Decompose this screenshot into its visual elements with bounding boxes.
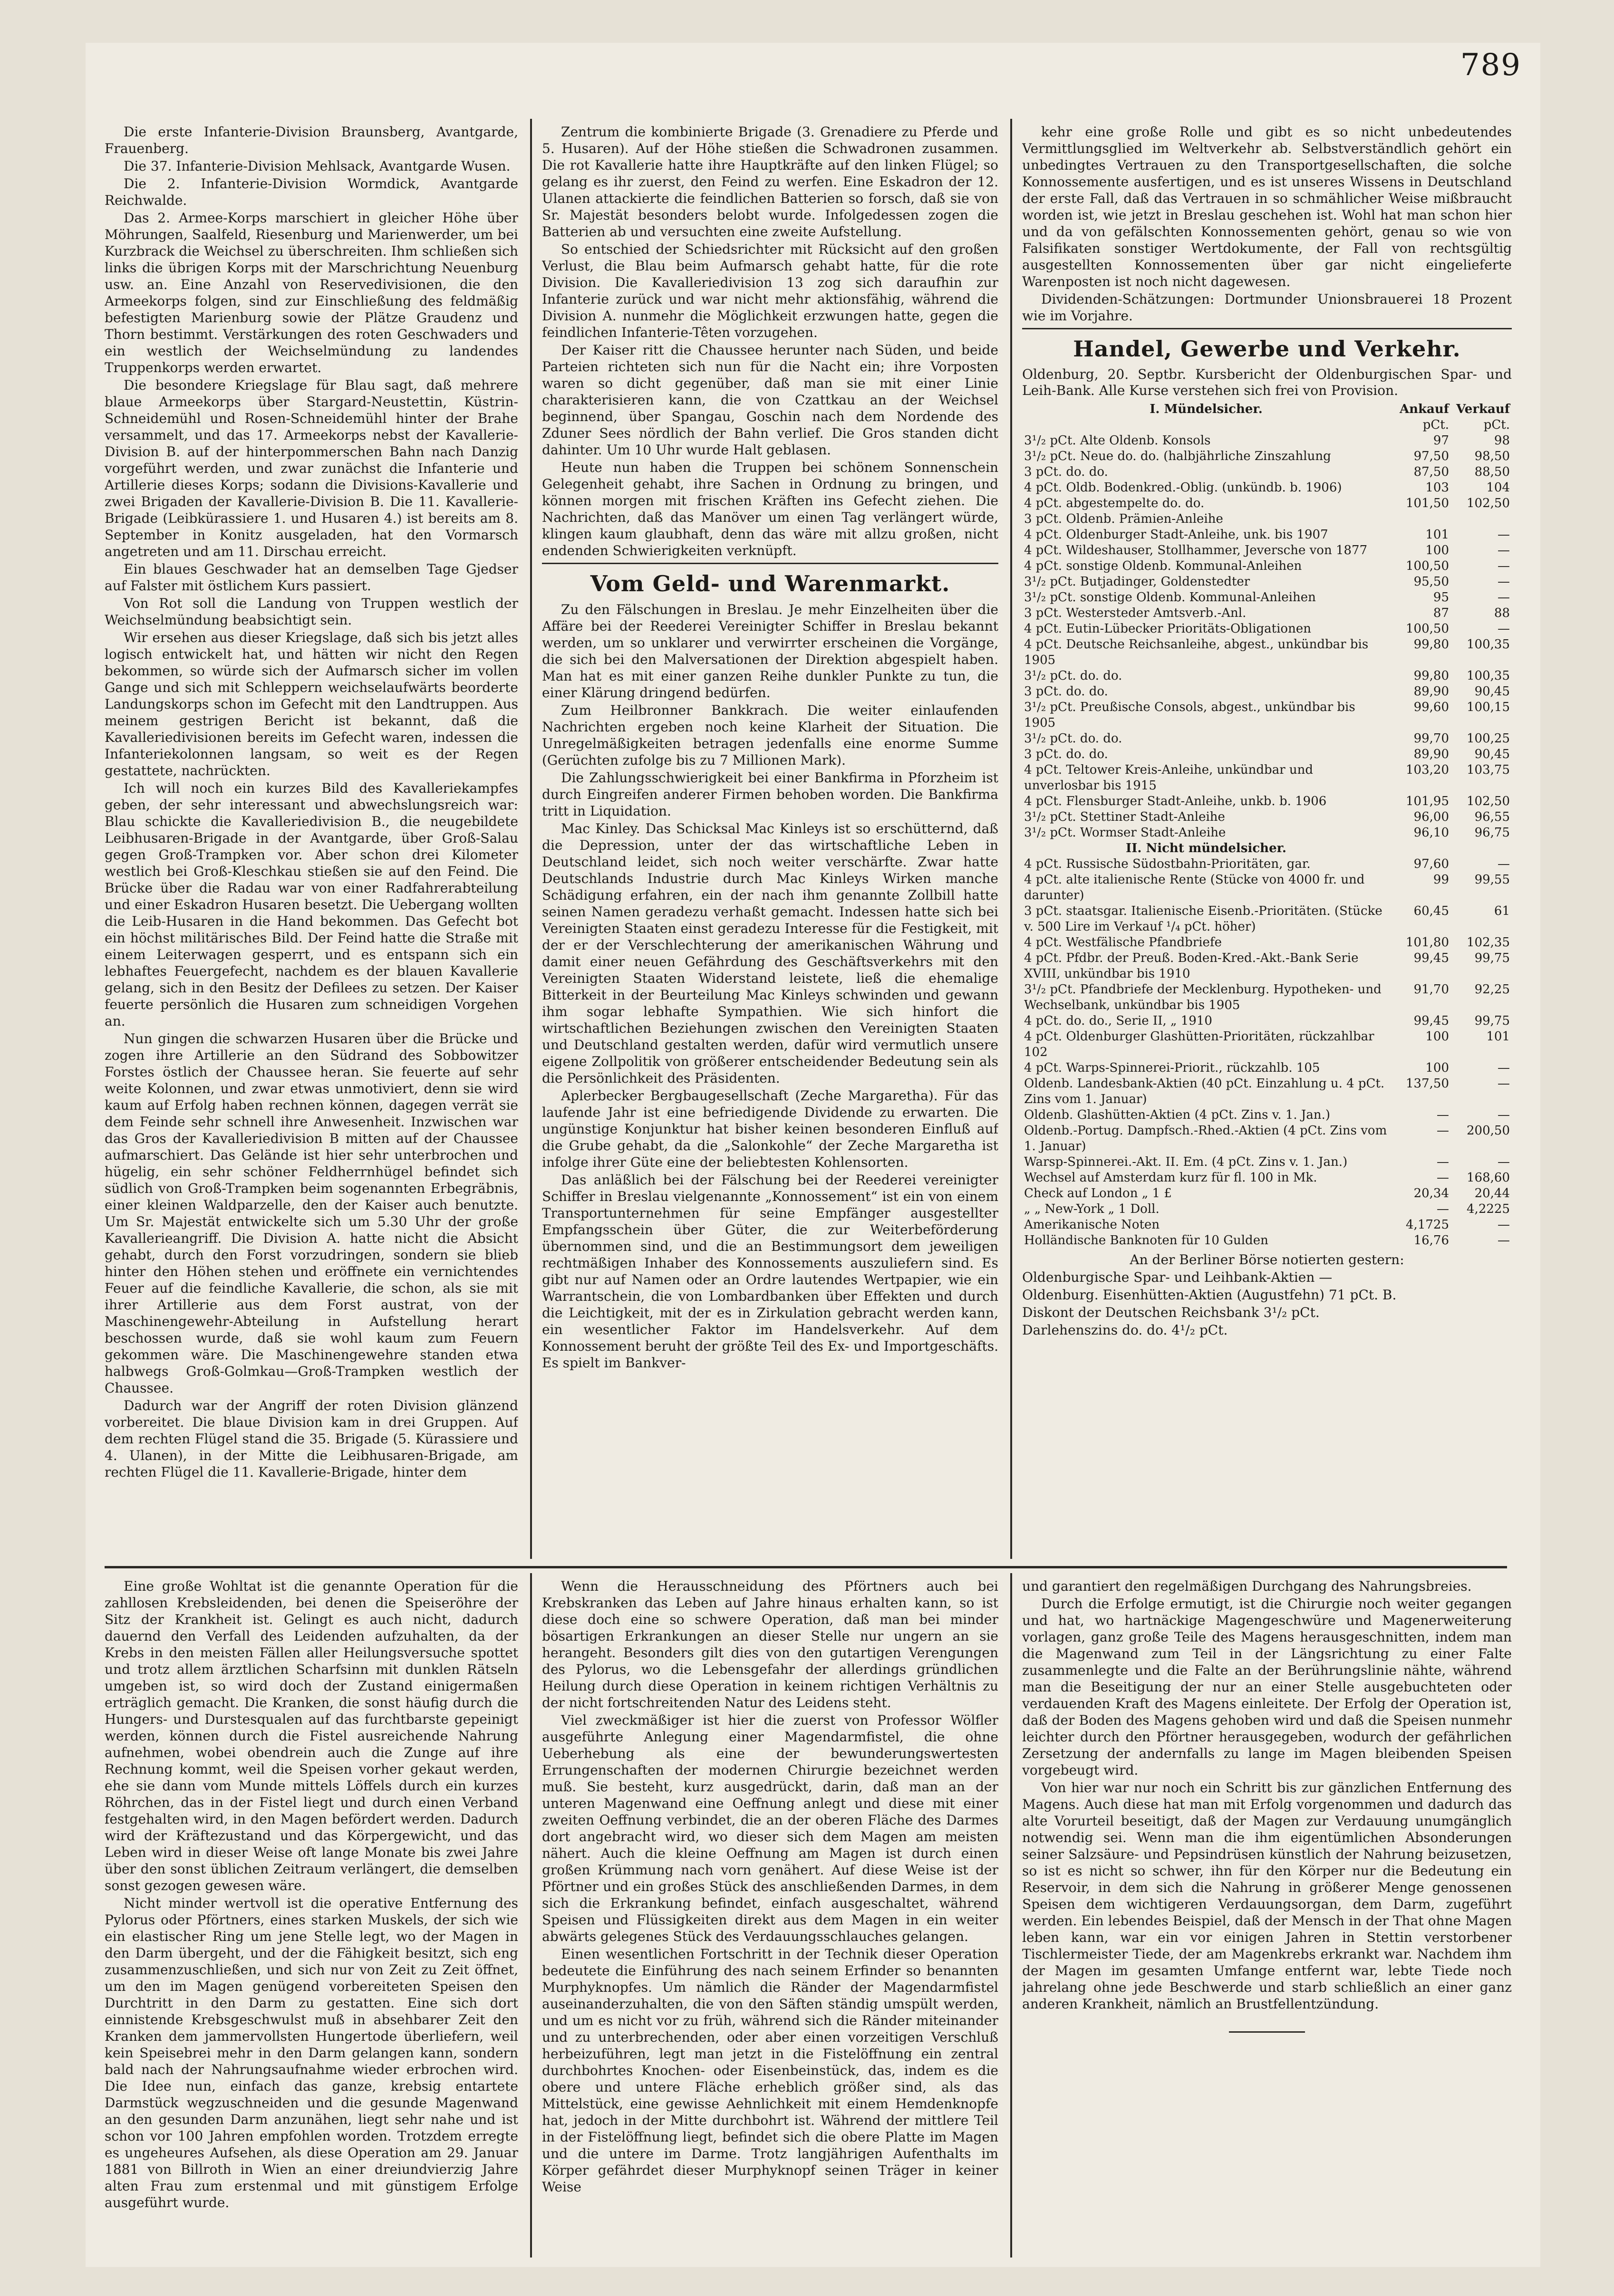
kurs-row [1022, 684, 1512, 700]
kurs-name: Warsp-Spinnerei.-Akt. II. Em. (4 pCt. Zins v. 1. Jan.) [1024, 1155, 1348, 1169]
paragraph: kehr eine große Rolle und gibt es so nicht unbedeutendes Vermittlungsglied im Weltverkehr ab. Selbstverständlich gehört ein unbedingtes Vertrauen zu den Transportgesellschaften, die solche Konnossemente ausfertigen, und es ist unseres Wissens in Deutschland der erste Fall, daß das Vertrauen in so schmählicher Weise mißbraucht worden ist, wie jetzt in Breslau geschehen ist. Wohl hat man schon hier und da von gefälschten Konnossementen gehört, genau so wie von Falsifikaten sonstiger Wertdokumente, der Fall von rechtsgültig ausgestellten Konnossementen über gar nicht eingelieferte Warenposten ist noch nicht dagewesen. [1022, 124, 1512, 289]
kurs-name: 3 pCt. do. do. [1024, 747, 1108, 761]
kurs-ankauf: 103,20 [1406, 763, 1449, 777]
paragraph: Die 37. Infanterie-Division Mehlsack, Avantgarde Wusen. [124, 158, 511, 174]
berlin-row: Darlehenszins do. do. 4¹/₂ pCt. [1022, 1322, 1228, 1338]
kurs-verkauf: 90,45 [1474, 684, 1510, 699]
kurs-verkauf: 20,44 [1474, 1186, 1510, 1201]
kurs-name: 3¹/₂ pCt. sonstige Oldenb. Kommunal-Anleihen [1024, 590, 1316, 605]
kurs-ankauf: 89,90 [1413, 747, 1449, 761]
kursbericht-intro: Oldenburg, 20. Septbr. Kursbericht der Oldenburgischen Spar- und Leih-Bank. Alle Kurse verstehen sich frei von Provision. [1022, 366, 1512, 398]
kurs-row [1022, 1170, 1512, 1186]
kurs-name: 4 pCt. Westfälische Pfandbriefe [1024, 935, 1222, 950]
berlin-row: Oldenburgische Spar- und Leihbank-Aktien — [1022, 1269, 1333, 1285]
kurs-ankauf: 101,50 [1406, 496, 1449, 510]
kurs-verkauf: 98,50 [1474, 449, 1510, 463]
kurs-ankauf: 87,50 [1413, 465, 1449, 479]
paragraph: Viel zweckmäßiger ist hier die zuerst von Professor Wölfler ausgeführte Anlegung einer Magendarmfistel, die ohne Ueberhebung als eine der bewunderungswertesten Errungenschaften der modernen Chirurgie bezeichnet werden muß. Sie besteht, kurz ausgedrückt, darin, daß man an der unteren Magenwand eine Oeffnung anlegt und diese mit einer zweiten Oeffnung verbindet, die an der oberen Fläche des Darmes dort angebracht wird, wo dieser sich dem Magen am meisten nähert. Auch die kleine Oeffnung am Magen ist durch einen großen Krümmung nach vorn genähert. Auf diese Weise ist der Pförtner und ein großes Stück des anschließenden Darmes, in dem sich die Erkrankung befindet, einfach ausgeschaltet, während Speisen und Flüssigkeiten direkt aus dem Magen in ein weiter abwärts gelegenes Stück des Verdauungsschlauches gelangen. [542, 1712, 998, 1944]
kurs-verkauf: — [1498, 622, 1510, 636]
end-rule [1229, 2031, 1305, 2033]
kurs-verkauf: — [1498, 1233, 1510, 1248]
kurs-row [1022, 558, 1512, 574]
kurs-verkauf: — [1498, 528, 1510, 542]
kurs-verkauf: 100,35 [1467, 669, 1510, 683]
kurs-name: Oldenb.-Portug. Dampfsch.-Rhed.-Aktien (4 pCt. Zins vom 1. Januar) [1024, 1124, 1387, 1153]
kurs-name: 4 pCt. Pfdbr. der Preuß. Boden-Kred.-Akt.-Bank Serie XVIII, unkündbar bis 1910 [1024, 951, 1359, 981]
kurs-row [1022, 1076, 1512, 1107]
kurs-row [1022, 1154, 1512, 1170]
kurs-ankauf: 100 [1425, 543, 1449, 557]
kurs-verkauf: 4,2225 [1467, 1202, 1510, 1216]
kurs-ankauf: 96,00 [1413, 810, 1449, 824]
paragraph: Zu den Fälschungen in Breslau. Je mehr Einzelheiten über die Affäre bei der Reederei Vereinigter Schiffer in Breslau bekannt werden, um so unklarer und verwirrter erscheinen die Vorgänge, die sich bei den Malversationen der Direktion abgespielt haben. Man hat es mit einer ganzen Reihe dunkler Punkte zu tun, die einer Klärung dringend bedürfen. [542, 602, 998, 701]
paragraph: Die Zahlungsschwierigkeit bei einer Bankfirma in Pforzheim ist durch Eingreifen anderer Firmen behoben worden. Die Bankfirma tritt in Liquidation. [542, 770, 998, 819]
kurs-ankauf: 99,60 [1413, 700, 1449, 714]
kurs-row [1022, 700, 1512, 731]
kurs-row [1022, 527, 1512, 543]
paragraph: Der Kaiser ritt die Chaussee herunter nach Süden, und beide Parteien richteten sich nun für die Nacht ein; ihre Vorposten waren so dicht gegenüber, daß man sie mit einer Linie charakterisieren kann, die von Czattkau an der Weichsel beginnend, über Spangau, Goschin nach dem Nordende des Zduner Sees nördlich der Bahn verlief. Die Gros standen dicht dahinter. Um 10 Uhr wurde Halt geblasen. [542, 342, 998, 458]
kurs-name: 3 pCt. Oldenb. Prämien-Anleihe [1024, 512, 1223, 526]
page-number: 789 [1460, 48, 1521, 83]
kurs-verkauf: 102,35 [1467, 935, 1510, 950]
kurs-verkauf: 200,50 [1467, 1124, 1510, 1138]
paragraph: und garantiert den regelmäßigen Durchgang des Nahrungsbreies. [1022, 1578, 1472, 1594]
col-unit: pCt. [1422, 418, 1449, 432]
kurs-row [1022, 1233, 1512, 1249]
kurs-ankauf: — [1437, 1124, 1449, 1138]
kurs-name: 4 pCt. Teltower Kreis-Anleihe, unkündbar und unverlosbar bis 1915 [1024, 763, 1314, 793]
kurs-ankauf: 100 [1425, 1061, 1449, 1075]
kurs-name: 3 pCt. do. do. [1024, 684, 1108, 699]
kurs-row [1022, 543, 1512, 558]
kurs-name: 3¹/₂ pCt. do. do. [1024, 669, 1122, 683]
kurs-row [1022, 1029, 1512, 1060]
kurs-row [1022, 1060, 1512, 1076]
kurs-verkauf: 88,50 [1474, 465, 1510, 479]
kurs-ankauf: 103 [1425, 480, 1449, 495]
paragraph: Heute nun haben die Truppen bei schönem Sonnenschein Gelegenheit gehabt, ihre Sachen in Ordnung zu bringen, und können morgen mit frischen Kräften ins Gefecht ziehen. Die Nachrichten, daß das Manöver um einen Tag verlängert würde, klingen kaum glaubhaft, denn das wäre mit allzu großen, nicht endenden Schwierigkeiten verknüpft. [542, 460, 998, 558]
kurs-ankauf: 100 [1425, 1029, 1449, 1044]
kurs-verkauf: 100,15 [1467, 700, 1510, 714]
kurs-row [1022, 903, 1512, 935]
kurs-row [1022, 1107, 1512, 1123]
kurs-ankauf: 99,45 [1413, 1014, 1449, 1028]
section-title-geldmarkt: Vom Geld- und Warenmarkt. [590, 571, 950, 596]
kurs-verkauf: 168,60 [1467, 1171, 1510, 1185]
paragraph: Dividenden-Schätzungen: Dortmunder Unionsbrauerei 18 Prozent wie im Vorjahre. [1022, 291, 1512, 324]
top-middle-column [542, 124, 998, 1564]
kurs-row [1022, 621, 1512, 637]
kurs-name: 3¹/₂ pCt. Pfandbriefe der Mecklenburg. Hypotheken- und Wechselbank, unkündbar bis 1905 [1024, 982, 1382, 1012]
paragraph: Einen wesentlichen Fortschritt in der Technik dieser Operation bedeutete die Einführung des nach seinem Erfinder so benannten Murphyknopfes. Um nämlich die Ränder der Magendarmfistel auseinanderzuhalten, die von den Säften ständig umspült werden, und um es nicht vor zu früh, während sich die Ränder miteinander und zu unterbrechenden, oder aber einen vorzeitigen Verschluß herbeizuführen, legt man jetzt in die Fistelöffnung ein zentral durchbohrtes Knochen- oder Eisenbeinstück, das, indem es die obere und untere Fläche erheblich größer sind, als das Mittelstück, eine gewisse Aehnlichkeit mit einem Hemdenknopfe hat, jedoch in der Mitte durchbohrt ist. Während der mittlere Teil in der Fistelöffnung liegt, befindet sich die obere Platte im Magen und die untere im Darme. Trotz langjährigen Aufenthalts im Körper gefährdet dieser Murphyknopf seinen Träger in keiner Weise [542, 1946, 998, 2195]
kurs-verkauf: 100,25 [1467, 731, 1510, 746]
kurs-verkauf: 88 [1494, 606, 1510, 620]
kurs-subheading: I. Mündelsicher. [1150, 402, 1263, 416]
kurs-name: 4 pCt. Oldenburger Glashütten-Prioritäten, rückzahlbar 102 [1024, 1029, 1374, 1059]
section-title-handel: Handel, Gewerbe und Verkehr. [1073, 336, 1461, 362]
section-divider [1022, 328, 1512, 329]
kurs-row [1022, 1013, 1512, 1029]
kurs-verkauf: — [1498, 1155, 1510, 1169]
section-divider [542, 563, 998, 564]
kurs-ankauf: 95 [1433, 590, 1449, 605]
kurs-ankauf: — [1437, 1108, 1449, 1122]
kurs-ankauf: — [1437, 1171, 1449, 1185]
kurs-name: 4 pCt. do. do., Serie II, „ 1910 [1024, 1014, 1212, 1028]
col-unit: pCt. [1483, 418, 1510, 432]
kurs-verkauf: 92,25 [1474, 982, 1510, 997]
kurs-ankauf: 101,95 [1406, 794, 1449, 808]
kurs-name: Wechsel auf Amsterdam kurz für fl. 100 in Mk. [1024, 1171, 1317, 1185]
kurs-name: 3 pCt. do. do. [1024, 465, 1108, 479]
kurs-name: 3¹/₂ pCt. do. do. [1024, 731, 1122, 746]
bottom-left-column [105, 1578, 518, 2258]
kurs-ankauf: 99 [1433, 873, 1449, 887]
kurs-name: 3¹/₂ pCt. Neue do. do. (halbjährliche Zinszahlung [1024, 449, 1331, 463]
kurs-verkauf: — [1498, 1108, 1510, 1122]
kurs-verkauf: — [1498, 543, 1510, 557]
kurs-verkauf: 90,45 [1474, 747, 1510, 761]
kurs-verkauf: — [1498, 1061, 1510, 1075]
paragraph: Die 2. Infanterie-Division Wormdick, Avantgarde Reichwalde. [105, 176, 518, 208]
kurs-ankauf [1390, 511, 1451, 527]
kurs-row [1022, 1186, 1512, 1201]
kurs-name: 4 pCt. Eutin-Lübecker Prioritäts-Obligationen [1024, 622, 1311, 636]
paragraph: Eine große Wohltat ist die genannte Operation für die zahllosen Krebsleidenden, bei denen die Speiseröhre der Sitz der Krankheit ist. Gelingt es auch nicht, dadurch dauernd den Verfall des Leidenden aufzuhalten, da der Krebs in den meisten Fällen aller Heilungsversuche spottet und trotz allem ärztlichen Scharfsinn mit dunklen Rätseln umgeben ist, so wird doch der Zustand einigermaßen erträglich gemacht. Die Kranken, die sonst häufig durch die Hungers- und Durstesqualen auf das furchtbarste gepeinigt werden, können durch die Fistel ausreichende Nahrung aufnehmen, wobei obendrein auch die Zunge auf ihre Rechnung kommt, weil die Speisen vorher gekaut werden, ehe sie dann vom Munde mittels Löffels durch ein kurzes Röhrchen, das in der Fistel liegt und durch einen Verband festgehalten wird, in den Magen befördert werden. Dadurch wird der Kräftezustand und das Körpergewicht, und das Leben wird in dieser Weise oft lange Monate bis zwei Jahre über den sonst üblichen Zeitraum verlängert, die demselben sonst gezogen gewesen wäre. [105, 1578, 518, 1893]
kurs-verkauf: 102,50 [1467, 496, 1510, 510]
paragraph: Ich will noch ein kurzes Bild des Kavalleriekampfes geben, der sehr interessant und abwechslungsreich war: Blau schickte die Kavalleriedivision B., die neugebildete Leibhusaren-Brigade in der Avantgarde, über Groß-Salau gegen Groß-Trampken vor. Aber schon drei Kilometer westlich bei Groß-Kleschkau stießen sie auf den Feind. Die Brücke über die Radau war von einer Radfahrerabteilung und einer Eskadron Husaren besetzt. Die Uebergang wollten die Leib-Husaren in die Hand bekommen. Das Gefecht bot ein höchst militärisches Bild. Der Feind hatte die Straße mit einem Leiterwagen gesperrt, und es entspann sich ein lebhaftes Feuergefecht, nachdem es der blauen Kavallerie gelang, sich in den Besitz der Defilees zu setzen. Der Kaiser feuerte persönlich die Husaren zum schneidigen Vorgehen an. [105, 780, 518, 1029]
kurs-ankauf: 20,34 [1413, 1186, 1449, 1201]
kurs-ankauf: 99,45 [1413, 951, 1449, 965]
kurs-verkauf: 101 [1486, 1029, 1510, 1044]
kurs-name: 3¹/₂ pCt. Butjadinger, Goldenstedter [1024, 575, 1250, 589]
kurs-row [1022, 637, 1512, 668]
kurs-ankauf: 99,80 [1413, 637, 1449, 652]
kurs-verkauf: 61 [1494, 904, 1510, 918]
kurs-row [1022, 951, 1512, 982]
column-rule [1010, 1573, 1012, 2258]
kurs-ankauf: 100,50 [1406, 559, 1449, 573]
kurs-ankauf: 137,50 [1406, 1076, 1449, 1091]
kurs-ankauf: 101 [1425, 528, 1449, 542]
kurs-row [1022, 464, 1512, 480]
kurs-verkauf: 99,55 [1474, 873, 1510, 887]
kurs-row [1022, 731, 1512, 747]
kurs-name: 3¹/₂ pCt. Preußische Consols, abgest., unkündbar bis 1905 [1024, 700, 1355, 730]
kurs-row [1022, 809, 1512, 825]
kurs-ankauf: 60,45 [1413, 904, 1449, 918]
kurs-name: 3¹/₂ pCt. Stettiner Stadt-Anleihe [1024, 810, 1225, 824]
kurs-row [1022, 668, 1512, 684]
kurs-name: 3 pCt. Westersteder Amtsverb.-Anl. [1024, 606, 1247, 620]
kurs-row [1022, 1123, 1512, 1154]
kurs-name: Oldenb. Landesbank-Aktien (40 pCt. Einzahlung u. 4 pCt. Zins vom 1. Januar) [1024, 1076, 1385, 1106]
paragraph: Mac Kinley. Das Schicksal Mac Kinleys ist so erschütternd, daß die Depression, unter der das wirtschaftliche Leben in Deutschland leidet, sich noch weiter verschärfte. Zwar hatte Deutschlands Industrie durch Mac Kinleys Wirken manche Schädigung erfahren, ein der nach ihm genannte Zollbill hatte seinen Namen geradezu verhaßt gemacht. Indessen hatte sich bei Vereinigten Staaten einst geradezu Interesse für die Festigkeit, mit der er der Verschlechterung der amerikanischen Währung und damit einer neuen Gefährdung des Geschäftsverkehrs mit den Vereinigten Staaten Widerstand leistete, ließ die ehemalige Bitterkeit in der Beurteilung Mac Kinleys schwinden und gewann ihm sogar lebhafte Sympathien. Wie sich hinfort die wirtschaftlichen Beziehungen zwischen den Vereinigten Staaten und Deutschland gestalten werden, dafür wird vermutlich unsere eigene Zollpolitik von größerer entscheidender Bedeutung sein als die Persönlichkeit des Präsidenten. [542, 821, 998, 1086]
kurs-name: 3¹/₂ pCt. Wormser Stadt-Anleihe [1024, 826, 1226, 840]
kurs-row [1022, 872, 1512, 903]
kurs-verkauf: 99,75 [1474, 1014, 1510, 1028]
top-right-column [1022, 124, 1512, 1564]
paragraph: Aplerbecker Bergbaugesellschaft (Zeche Margaretha). Für das laufende Jahr ist eine befriedigende Dividende zu erwarten. Die ungünstige Konjunktur hat bisher keinen besonderen Einfluß auf die Grube gehabt, da die „Salonkohle“ der Zeche Margaretha ist infolge ihrer Güte eine der beliebtesten Kohlensorten. [542, 1088, 998, 1170]
kurs-name: 4 pCt. Warps-Spinnerei-Priorit., rückzahlb. 105 [1024, 1061, 1320, 1075]
paragraph: Die besondere Kriegslage für Blau sagt, daß mehrere blaue Armeekorps über Stargard-Neustettin, Küstrin-Schneidemühl und Rosen-Schneidemühl hinter der Brahe versammelt, und das 17. Armeekorps nebst der Kavallerie-Division B. auf der hinterpommerschen Bahn nach Danzig vorgeführt werden, und zwar zunächst die Infanterie und Artillerie dieses Korps; sodann die Divisions-Kavallerie und zwei Brigaden der Kavallerie-Division B. Die 11. Kavallerie-Brigade (Leibkürassiere 1. und Husaren 4.) ist bereits am 8. September in Konitz ausgeladen, hat den Vormarsch angetreten und am 11. Dirschau erreicht. [105, 377, 518, 559]
kurs-row [1022, 511, 1512, 527]
kurs-row [1022, 1201, 1512, 1217]
kurs-row [1022, 590, 1512, 605]
kurs-name: 3 pCt. staatsgar. Italienische Eisenb.-Prioritäten. (Stücke v. 500 Lire im Verkauf ¹/₄ pCt. höher) [1024, 904, 1382, 934]
kurs-ankauf: 100,50 [1406, 622, 1449, 636]
paragraph: Dadurch war der Angriff der roten Division glänzend vorbereitet. Die blaue Division kam in drei Gruppen. Auf dem rechten Flügel stand die 35. Brigade (5. Kürassiere und 4. Ulanen), in der Mitte die Leibhusaren-Brigade, am rechten Flügel die 11. Kavallerie-Brigade, hinter dem [105, 1398, 518, 1480]
bottom-middle-column [542, 1578, 998, 2258]
bottom-right-column [1022, 1578, 1512, 2258]
kurs-row [1022, 825, 1512, 841]
kurs-name: 4 pCt. Oldb. Bodenkred.-Oblig. (unkündb. b. 1906) [1024, 480, 1342, 495]
column-rule [530, 1573, 532, 2258]
kurs-ankauf: 97,60 [1413, 857, 1449, 871]
paragraph: Von Rot soll die Landung von Truppen westlich der Weichselmündung beabsichtigt sein. [105, 596, 518, 628]
berlin-row: Diskont der Deutschen Reichsbank 3¹/₂ pCt. [1022, 1305, 1320, 1320]
section-rule [105, 1566, 1507, 1568]
kurs-row [1022, 935, 1512, 951]
kurs-verkauf: 103,75 [1467, 763, 1510, 777]
kurs-row [1022, 794, 1512, 809]
kurs-row [1022, 856, 1512, 872]
kurs-row [1022, 1217, 1512, 1233]
berlin-row: Oldenburg. Eisenhütten-Aktien (Augustfehn) 71 pCt. B. [1022, 1287, 1397, 1303]
kurs-ankauf: — [1437, 1155, 1449, 1169]
kurs-name: 4 pCt. abgestempelte do. do. [1024, 496, 1205, 510]
kurs-row [1022, 574, 1512, 590]
kurs-name: 4 pCt. alte italienische Rente (Stücke von 4000 fr. und darunter) [1024, 873, 1365, 903]
kurs-name: 4 pCt. Russische Südostbahn-Prioritäten, gar. [1024, 857, 1311, 871]
kurs-verkauf: 104 [1486, 480, 1510, 495]
top-left-column [105, 124, 518, 1564]
kurs-name: 3¹/₂ pCt. Alte Oldenb. Konsols [1024, 433, 1211, 448]
kurs-row [1022, 747, 1512, 762]
kurs-ankauf: 97 [1433, 433, 1449, 448]
column-rule [530, 119, 532, 1559]
kurs-ankauf: 101,80 [1406, 935, 1449, 950]
berlin-note: An der Berliner Börse notierten gestern: [1130, 1252, 1404, 1268]
kurs-verkauf: 100,35 [1467, 637, 1510, 652]
paragraph: Zentrum die kombinierte Brigade (3. Grenadiere zu Pferde und 5. Husaren). Auf der Höhe stießen die Schwadronen zusammen. Die rot Kavallerie hatte ihre Hauptkräfte auf den linken Flügel; so gelang es ihr zuerst, den Feind zu werfen. Eine Eskadron der 12. Ulanen attackierte die feindlichen Batterien so forsch, daß sie von Sr. Majestät besonders belobt wurde. Infolgedessen zogen die Batterien ab und versuchten eine zweite Aufstellung. [542, 124, 998, 240]
kurs-ankauf: 16,76 [1413, 1233, 1449, 1248]
kurs-name: 4 pCt. Flensburger Stadt-Anleihe, unkb. b. 1906 [1024, 794, 1327, 808]
kurs-verkauf: 98 [1494, 433, 1510, 448]
kurs-row [1022, 762, 1512, 794]
kurs-name: Amerikanische Noten [1024, 1218, 1160, 1232]
paragraph: So entschied der Schiedsrichter mit Rücksicht auf den großen Verlust, die Blau beim Aufmarsch gehabt hatte, für die rote Division. Die Kavalleriedivision 13 zog sich daraufhin zur Infanterie zurück und war nicht mehr aktionsfähig, während die Division A. nunmehr die Möglichkeit erzwungen hatte, gegen die feindlichen Infanterie-Têten vorzugehen. [542, 241, 998, 340]
kurs-ankauf: — [1437, 1202, 1449, 1216]
kurs-name: 4 pCt. sonstige Oldenb. Kommunal-Anleihen [1024, 559, 1302, 573]
paragraph: Die erste Infanterie-Division Braunsberg, Avantgarde, Frauenberg. [105, 124, 518, 156]
kurs-verkauf [1451, 511, 1512, 527]
column-rule [1010, 119, 1012, 1559]
kurs-verkauf: 96,55 [1474, 810, 1510, 824]
kurs-verkauf: 99,75 [1474, 951, 1510, 965]
kurs-verkauf: 102,50 [1467, 794, 1510, 808]
kurs-name: „ „ New-York „ 1 Doll. [1024, 1202, 1160, 1216]
kurs-verkauf: — [1498, 590, 1510, 605]
kurs-verkauf: — [1498, 1076, 1510, 1091]
paragraph: Nicht minder wertvoll ist die operative Entfernung des Pylorus oder Pförtners, eines starken Muskels, der sich wie ein elastischer Ring um jene Stelle legt, wo der Magen in den Darm übergeht, und der die Fähigkeit besitzt, sich eng zusammenzuschließen, und sich nur von Zeit zu Zeit öffnet, um den im Magen genügend vorbereiteten Speisen den Durchtritt in den Darm zu gestatten. Eine sich dort einnistende Krebsgeschwulst muß in absehbarer Zeit den Kranken dem jammervollsten Hungertode überliefern, weil kein Speisebrei mehr in den Darm gelangen kann, sondern bald nach der Nahrungsaufnahme wieder erbrochen wird. Die Idee nun, einfach das ganze, krebsig entartete Darmstück wegzuschneiden und die gesunde Magenwand an den gesunden Darm anzunähen, liegt sehr nahe und ist schon vor 100 Jahren empfohlen worden. Trotzdem erregte es ungeheures Aufsehen, als diese Operation am 29. Januar 1881 von Billroth in Wien an einer dreiundvierzig Jahre alten Frau zum erstenmal und mit günstigem Erfolge ausgeführt wurde. [105, 1895, 518, 2210]
kurs-row [1022, 449, 1512, 464]
kurs-ankauf: 99,80 [1413, 669, 1449, 683]
paragraph: Zum Heilbronner Bankkrach. Die weiter einlaufenden Nachrichten ergeben noch keine Klarheit der Situation. Die Unregelmäßigkeiten betragen jedenfalls eine enorme Summe (Gerüchten zufolge bis zu 7 Millionen Mark). [542, 702, 998, 768]
kurs-name: Holländische Banknoten für 10 Gulden [1024, 1233, 1268, 1248]
kurs-verkauf: — [1498, 857, 1510, 871]
paragraph: Durch die Erfolge ermutigt, ist die Chirurgie noch weiter gegangen und hat, wo hartnäckige Magengeschwüre und Magenerweiterung vorlagen, ganz große Teile des Magens herausgeschnitten, indem man die Magenwand zum Teil in der Längsrichtung zu einer Falte zusammenlegte und die Falte an der Berührungslinie nähte, während man die Beseitigung der nur an einer Stelle ausgebuchteten oder verdauenden Kraft des Magens einleitete. Der Erfolg der Operation ist, daß der Boden des Magens gehoben wird und daß die Speisen nunmehr leichter durch den Pförtner herausgegeben, wodurch der gefährlichen Zersetzung der andernfalls zu lange im Magen bleibenden Speisen vorgebeugt wird. [1022, 1596, 1512, 1778]
paragraph: Wenn die Herausschneidung des Pförtners auch bei Krebskranken das Leben auf Jahre hinaus erhalten kann, so ist diese doch eine so schwere Operation, daß man bei minder bösartigen Erkrankungen an dieser Stelle nur ungern an sie herangeht. Besonders gilt dies von den gutartigen Verengungen des Pylorus, wo die Lebensgefahr der allerdings gründlichen Heilung durch diese Operation in keinem richtigen Verhältnis zu der nicht fortschreitenden Natur des Leidens steht. [542, 1578, 998, 1710]
kurs-name: 4 pCt. Oldenburger Stadt-Anleihe, unk. bis 1907 [1024, 528, 1328, 542]
kurs-verkauf: 96,75 [1474, 826, 1510, 840]
paragraph: Wir ersehen aus dieser Kriegslage, daß sich bis jetzt alles logisch entwickelt hat, und hätten wir nicht den Regen bekommen, so würde sich der Aufmarsch sicher im vollen Gange und sich mit Schleppern weichselaufwärts beorderte Landungskorps schon im Gefecht mit den Landtruppen. Aus meinem gestrigen Bericht ist bekannt, daß die Kavalleriedivisionen bereits im Gefecht waren, indessen die Infanteriekolonnen langsam, so weit es der Regen gestattete, nachrückten. [105, 630, 518, 778]
kurs-verkauf: — [1498, 575, 1510, 589]
col-header-verkauf: Verkauf [1456, 402, 1510, 416]
paragraph: Das anläßlich bei der Fälschung bei der Reederei vereinigter Schiffer in Breslau vielgenannte „Konnossement“ ist ein von einem Transportunternehmen für seine Empfänger ausgestellter Empfangsschein über Güter, die zur Weiterbeförderung übernommen sind, und die an Bestimmungsort dem jeweiligen rechtmäßigen Inhaber des Konnossements auszuliefern sind. Es gibt nur auf Namen oder an Ordre lautendes Wertpapier, wie ein Warrantschein, die von Lombardbanken über Effekten und durch die Leichtigkeit, mit der es in Zirkulation gebracht werden kann, ein wesentlicher Faktor im Handelsverkehr. Auf dem Konnossement beruht der größte Teil des Ex- und Importgeschäfts. Es spielt im Bankver- [542, 1172, 998, 1371]
kurs-ankauf: 96,10 [1413, 826, 1449, 840]
kurs-ankauf: 95,50 [1413, 575, 1449, 589]
kurs-ankauf: 89,90 [1413, 684, 1449, 699]
kurs-row [1022, 433, 1512, 449]
kurs-ankauf: 91,70 [1413, 982, 1449, 997]
paragraph: Von hier war nur noch ein Schritt bis zur gänzlichen Entfernung des Magens. Auch diese hat man mit Erfolg vorgenommen und dadurch das alte Vorurteil beseitigt, daß der Magen zur Verdauung unumgänglich notwendig sei. Wenn man die ihm eigentümlichen Absonderungen seiner Salzsäure- und Pepsindrüsen künstlich der Nahrung beizusetzen, so ist es nicht so schwer, ihn für den Körper nur die Bedeutung ein Reservoir, in dem sich die Nahrung in größerer Menge genossenen Speisen dem wichtigeren Verdauungsorgan, dem Darm, zugeführt werden. Ein lebendes Beispiel, daß der Mensch in der That ohne Magen leben kann, war ein vor einigen Jahren in Stettin verstorbener Tischlermeister Tiede, der am Magenkrebs erkrankt war. Nachdem ihm der Magen im gesamten Umfange entfernt war, lebte Tiede noch jahrelang ohne jede Beschwerde und starb schließlich an einer ganz anderen Krankheit, nämlich an Brustfellentzündung. [1022, 1780, 1512, 2012]
kurs-row [1022, 496, 1512, 511]
paragraph: Das 2. Armee-Korps marschiert in gleicher Höhe über Möhrungen, Saalfeld, Riesenburg und Marienwerder, um bei Kurzbrack die Weichsel zu überschreiten. Ihm schließen sich links die übrigen Korps mit der Marschrichtung Neuenburg usw. an. Eine Anzahl von Reservedivisionen, die den Armeekorps folgen, sind zur Einschließung des feldmäßig befestigten Marienburg sowie der Plätze Graudenz und Thorn bestimmt. Verstärkungen des roten Geschwaders und ein westlich der Weichselmündung zu landendes Truppenkorps werden erwartet. [105, 210, 518, 375]
kurs-verkauf: — [1498, 559, 1510, 573]
kurs-verkauf: — [1498, 1218, 1510, 1232]
kurs-name: 4 pCt. Wildeshauser, Stollhammer, Jeversche von 1877 [1024, 543, 1368, 557]
kurs-ankauf: 97,50 [1413, 449, 1449, 463]
kurs-row [1022, 480, 1512, 496]
col-header-ankauf: Ankauf [1399, 402, 1449, 416]
kurs-subheading: II. Nicht mündelsicher. [1126, 841, 1286, 855]
paragraph: Nun gingen die schwarzen Husaren über die Brücke und zogen ihre Artillerie an den Südrand des Sobbowitzer Forstes östlich der Chaussee heran. Sie feuerte auf sehr weite Kolonnen, und zwar etwas unmotiviert, denn sie wird kaum auf Erfolg haben rechnen können, dagegen verrät sie dem Feinde sehr schnell ihre Anwesenheit. Inzwischen war das Gros der Kavalleriedivision B mitten auf der Chaussee aufmarschiert. Das Gelände ist hier sehr unterbrochen und hügelig, ein sehr schöner Feldherrnhügel befindet sich südlich von Groß-Trampken beim sogenannten Erbegräbnis, einer kleinen Waldparzelle, den der Kaiser auch benutzte. Um Sr. Majestät entwickelte sich um 5.30 Uhr der große Kavallerieangriff. Die Division A. hatte nicht die Absicht gehabt, durch den Forst vorzudringen, sondern sie blieb hinter den Höhen stehen und eröffnete ein vernichtendes Feuer auf die feindliche Kavallerie, die schon, als sie mit ihrer Artillerie aus dem Forst austrat, von der Maschinengewehr-Abteilung in Aufstellung herart beschossen wurde, daß sie wohl kaum zum Feuern gekommen wäre. Die Maschinengewehre standen etwa halbwegs Groß-Golmkau—Groß-Trampken westlich der Chaussee. [105, 1031, 518, 1396]
newspaper-page [86, 43, 1540, 2267]
kurs-table [1022, 402, 1512, 1249]
kurs-name: Check auf London „ 1 £ [1024, 1186, 1172, 1201]
kurs-ankauf: 4,1725 [1406, 1218, 1449, 1232]
kurs-row [1022, 982, 1512, 1013]
kurs-ankauf: 87 [1433, 606, 1449, 620]
kurs-name: Oldenb. Glashütten-Aktien (4 pCt. Zins v. 1. Jan.) [1024, 1108, 1330, 1122]
kurs-ankauf: 99,70 [1413, 731, 1449, 746]
kurs-row [1022, 605, 1512, 621]
paragraph: Ein blaues Geschwader hat an demselben Tage Gjedser auf Falster mit östlichem Kurs passiert. [105, 561, 518, 594]
kurs-name: 4 pCt. Deutsche Reichsanleihe, abgest., unkündbar bis 1905 [1024, 637, 1369, 667]
